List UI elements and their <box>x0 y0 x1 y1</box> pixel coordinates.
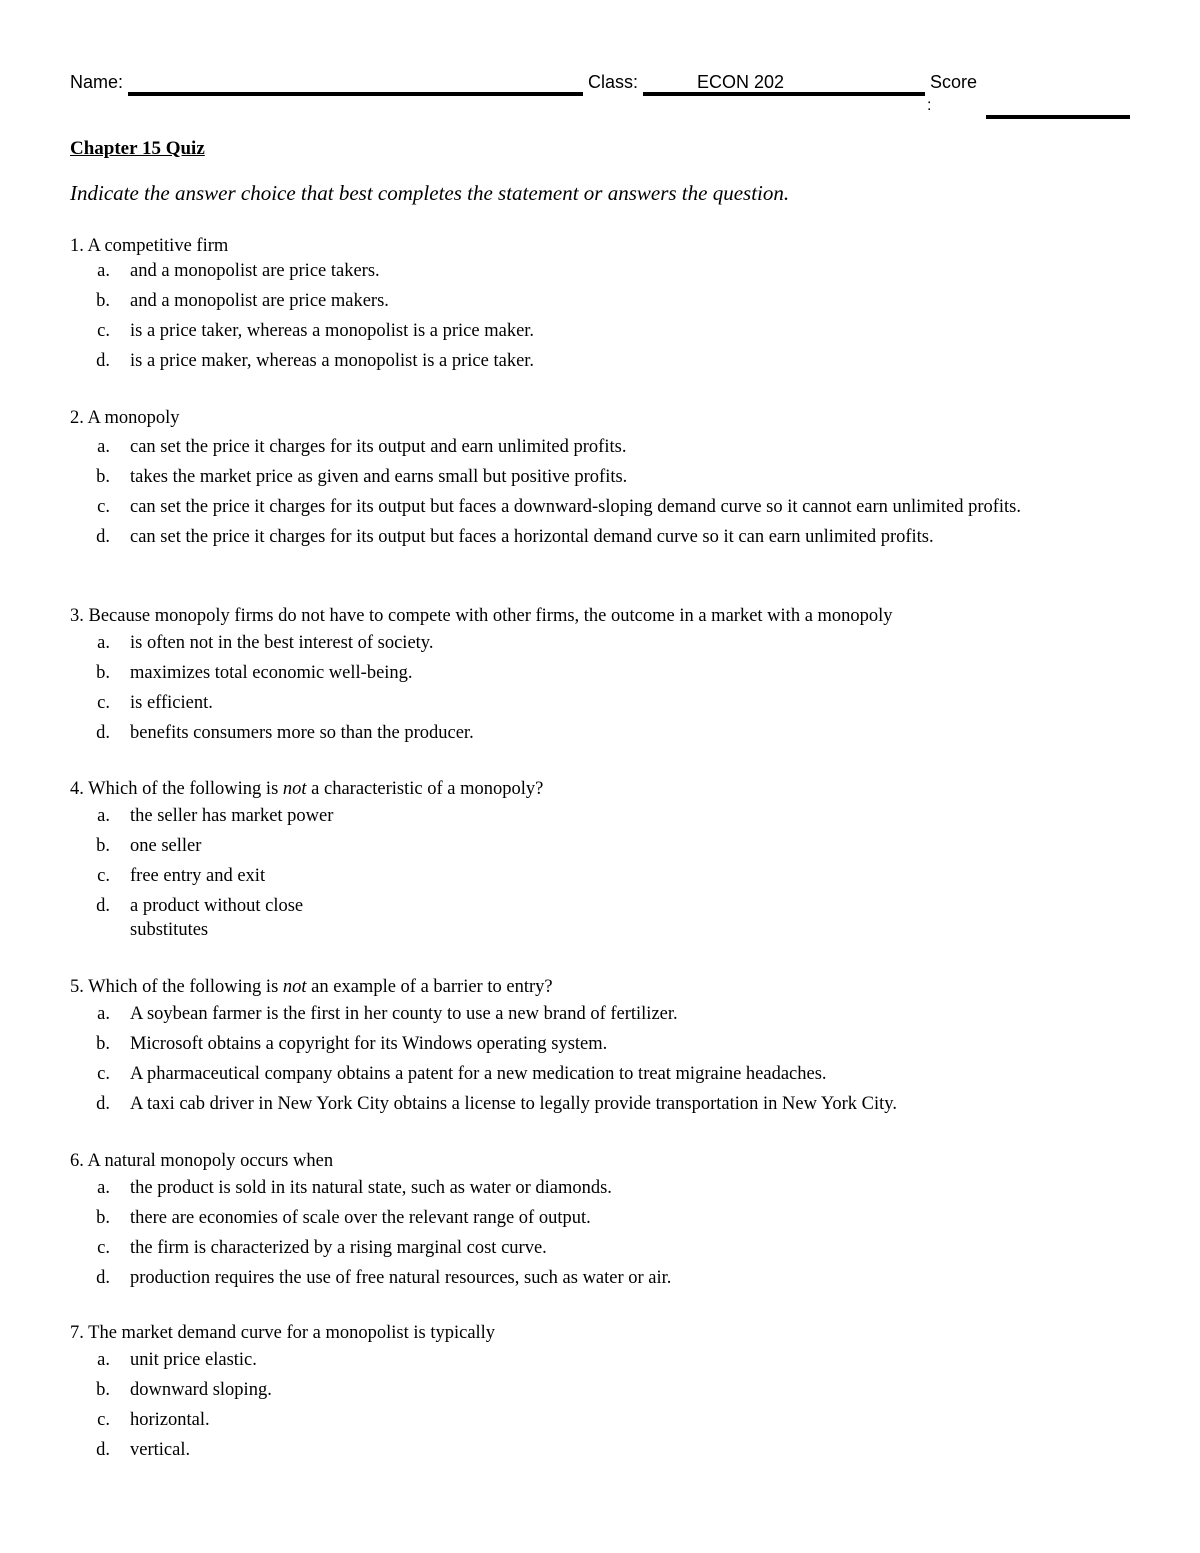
option-a: a. the seller has market power <box>97 806 334 826</box>
option-b: b. downward sloping. <box>96 1380 272 1400</box>
stem-text: A competitive firm <box>87 236 229 256</box>
option-d: d. A taxi cab driver in New York City obtains a license to legally provide transportation in New York City. <box>96 1094 897 1114</box>
option-c: c. can set the price it charges for its output but faces a downward-sloping demand curve so it cannot earn unlimited profits. <box>97 497 1021 517</box>
option-d: d. can set the price it charges for its output but faces a horizontal demand curve so it can earn unlimited profits. <box>96 527 934 547</box>
option-b: b. Microsoft obtains a copyright for its Windows operating system. <box>96 1034 608 1054</box>
score-colon: : <box>927 97 932 114</box>
question-6 <box>70 1148 1130 1290</box>
class-field-line <box>643 92 925 96</box>
option-d: d. a product without close substitutes <box>96 896 304 940</box>
stem-text-end: a characteristic of a monopoly? <box>306 779 544 799</box>
stem-emphasis: not <box>282 779 307 799</box>
question-number: 7. <box>70 1323 84 1343</box>
option-c: c. is efficient. <box>97 693 213 713</box>
stem-text-end: an example of a barrier to entry? <box>306 977 553 997</box>
stem-text: Because monopoly firms do not have to compete with other firms, the outcome in a market with a monopoly <box>88 606 893 626</box>
question-number: 4. <box>70 779 84 799</box>
option-d: d. benefits consumers more so than the producer. <box>96 723 474 743</box>
class-label: Class: <box>588 72 639 92</box>
stem-text: Which of the following is <box>88 977 283 997</box>
question-stem <box>70 405 1130 431</box>
instructions: Indicate the answer choice that best completes the statement or answers the question. <box>70 181 790 205</box>
name-label: Name: <box>70 72 124 92</box>
option-c: c. free entry and exit <box>97 866 266 886</box>
option-a: a. unit price elastic. <box>97 1350 257 1370</box>
option-b: b. there are economies of scale over the relevant range of output. <box>96 1208 591 1228</box>
option-d: d. vertical. <box>96 1440 191 1460</box>
question-stem <box>70 1320 1130 1346</box>
question-7 <box>70 1320 1130 1462</box>
option-a: a. can set the price it charges for its output and earn unlimited profits. <box>97 437 627 457</box>
option-c: c. horizontal. <box>97 1410 210 1430</box>
question-number: 1. <box>70 236 84 256</box>
option-b: b. one seller <box>96 836 202 856</box>
question-stem <box>70 776 1130 802</box>
question-4 <box>70 776 1130 942</box>
option-a: a. and a monopolist are price takers. <box>97 261 380 281</box>
stem-text: A natural monopoly occurs when <box>87 1151 334 1171</box>
question-number: 6. <box>70 1151 84 1171</box>
question-stem <box>70 233 1130 259</box>
stem-text: Which of the following is <box>88 779 283 799</box>
question-number: 2. <box>70 408 84 428</box>
option-d: d. is a price maker, whereas a monopolist is a price taker. <box>96 351 535 371</box>
question-stem <box>70 603 1130 629</box>
option-b: b. takes the market price as given and earns small but positive profits. <box>96 467 628 487</box>
stem-text: A monopoly <box>87 408 180 428</box>
option-c: c. A pharmaceutical company obtains a patent for a new medication to treat migraine headaches. <box>97 1064 827 1084</box>
question-number: 5. <box>70 977 84 997</box>
question-2 <box>70 405 1130 549</box>
option-a: a. is often not in the best interest of society. <box>97 633 434 653</box>
option-b: b. and a monopolist are price makers. <box>96 291 389 311</box>
option-d: d. production requires the use of free natural resources, such as water or air. <box>96 1268 672 1288</box>
question-5 <box>70 974 1130 1116</box>
option-c: c. the firm is characterized by a rising marginal cost curve. <box>97 1238 547 1258</box>
question-3 <box>70 603 1130 745</box>
option-b: b. maximizes total economic well-being. <box>96 663 413 683</box>
question-stem <box>70 974 1130 1000</box>
score-label: Score <box>930 72 978 92</box>
class-value: ECON 202 <box>697 72 785 92</box>
score-field-line[interactable] <box>986 115 1130 119</box>
name-field-line[interactable] <box>128 92 583 96</box>
stem-text: The market demand curve for a monopolist is typically <box>88 1323 496 1343</box>
question-number: 3. <box>70 606 84 626</box>
quiz-title: Chapter 15 Quiz <box>70 138 205 159</box>
question-1 <box>70 233 1130 373</box>
option-a: a. A soybean farmer is the first in her county to use a new brand of fertilizer. <box>97 1004 678 1024</box>
option-c: c. is a price taker, whereas a monopolist is a price maker. <box>97 321 535 341</box>
question-stem <box>70 1148 1130 1174</box>
option-a: a. the product is sold in its natural state, such as water or diamonds. <box>97 1178 612 1198</box>
stem-emphasis: not <box>282 977 307 997</box>
